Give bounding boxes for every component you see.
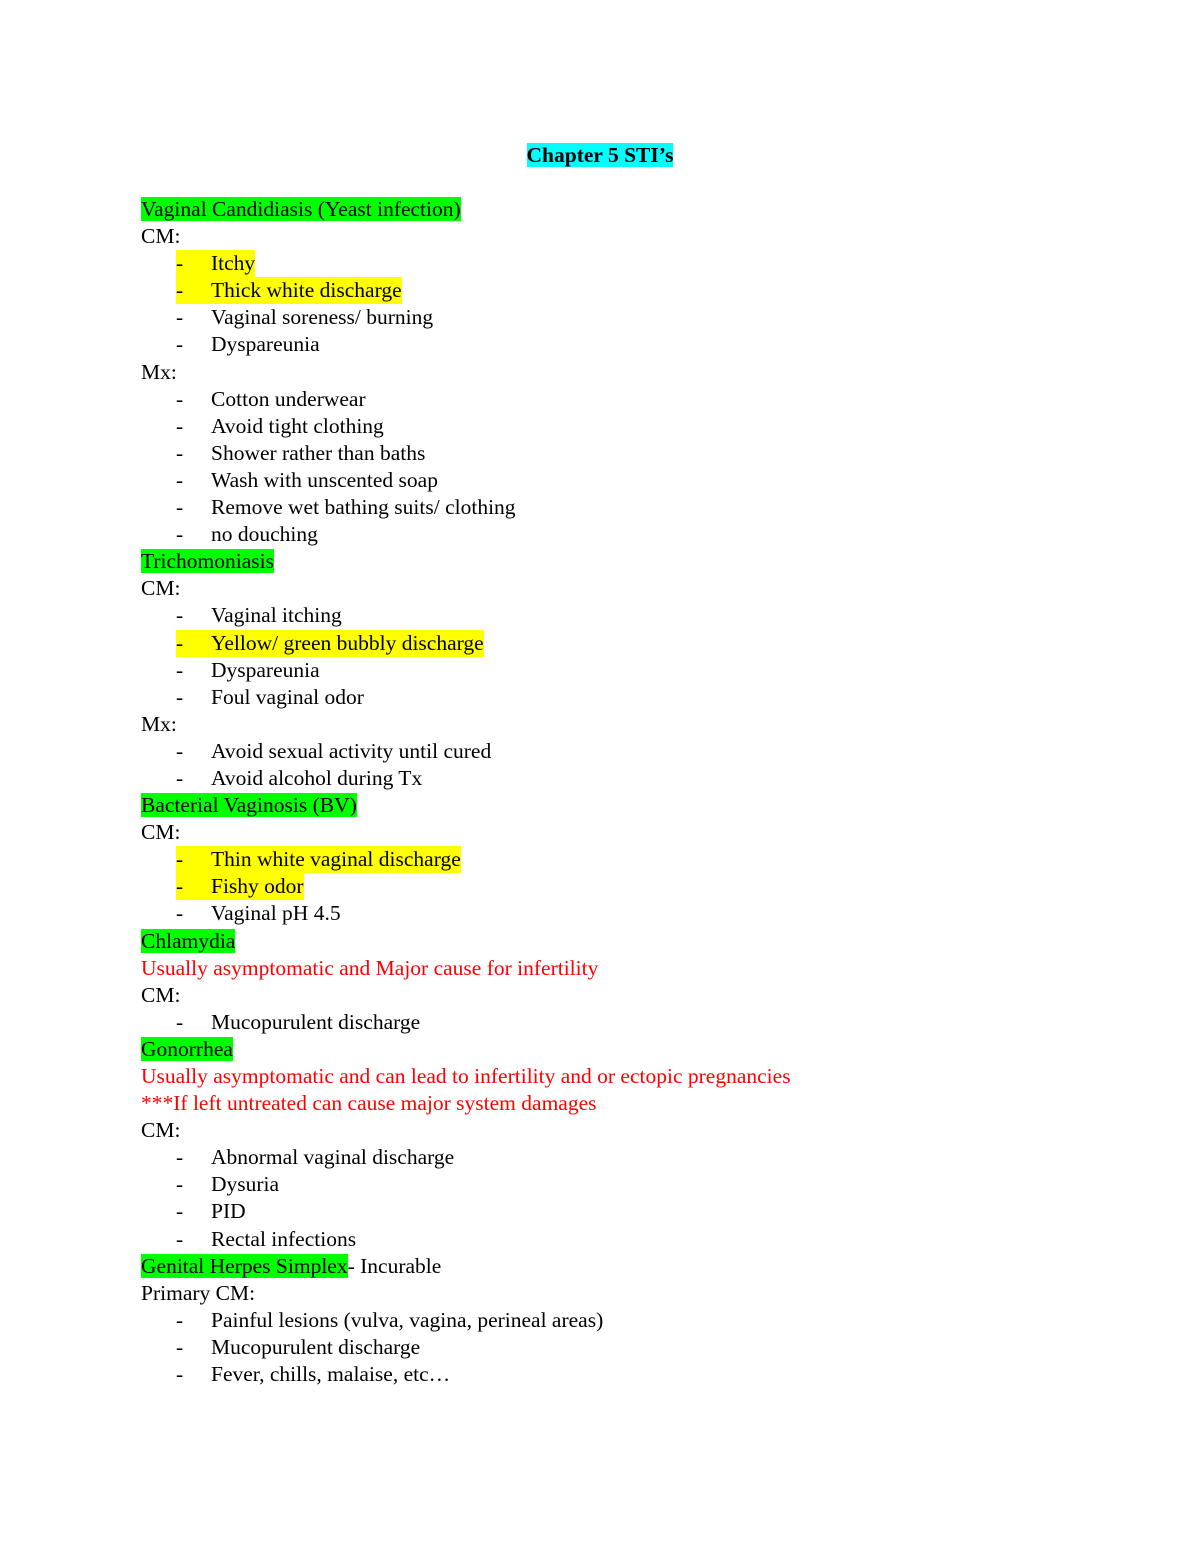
list-item-content <box>176 738 491 765</box>
section-note: Usually asymptomatic and can lead to infertility and or ectopic pregnancies <box>141 1064 791 1088</box>
list-item-text: Itchy <box>211 251 256 276</box>
bullet-dash: - <box>176 684 184 709</box>
list-item-text: Vaginal soreness/ burning <box>211 305 434 330</box>
list-item <box>141 494 1061 521</box>
list-item-content <box>176 1226 356 1253</box>
bullet-dash: - <box>176 603 184 628</box>
section-heading-row <box>141 792 1061 819</box>
list-item <box>141 250 1061 277</box>
bullet-dash: - <box>176 1009 184 1034</box>
list-item-text: Dyspareunia <box>211 332 320 357</box>
list-item <box>141 765 1061 792</box>
list-item-text: PID <box>211 1199 246 1224</box>
bullet-dash: - <box>176 305 184 330</box>
document-body <box>141 141 1061 1388</box>
list-item-text: Mucopurulent discharge <box>211 1009 421 1034</box>
group-label: CM: <box>141 576 181 601</box>
list-item-text: Cotton underwear <box>211 386 366 411</box>
list-item-content <box>176 1361 450 1388</box>
list-item-content <box>176 277 402 304</box>
list-item <box>141 1009 1061 1036</box>
list-item-content <box>176 440 425 467</box>
bullet-dash: - <box>176 522 184 547</box>
bullet-dash: - <box>176 1307 184 1332</box>
list-item <box>141 684 1061 711</box>
bullet-dash: - <box>176 874 184 899</box>
bullet-dash: - <box>176 495 184 520</box>
bullet-dash: - <box>176 1334 184 1359</box>
list-item <box>141 657 1061 684</box>
list-item-text: Remove wet bathing suits/ clothing <box>211 495 516 520</box>
list-item <box>141 846 1061 873</box>
list-item-text: Foul vaginal odor <box>211 684 364 709</box>
section-heading: Trichomoniasis <box>141 549 274 574</box>
list-item-text: Avoid sexual activity until cured <box>211 738 492 763</box>
list-item-text: Thin white vaginal discharge <box>211 847 461 872</box>
bullet-dash: - <box>176 738 184 763</box>
section-heading-row <box>141 1253 1061 1280</box>
list-item <box>141 1144 1061 1171</box>
list-item <box>141 386 1061 413</box>
list-item-content <box>176 386 366 413</box>
list-item-text: Rectal infections <box>211 1226 357 1251</box>
list-item-content <box>176 250 255 277</box>
list-item-text: Abnormal vaginal discharge <box>211 1145 455 1170</box>
section-note: ***If left untreated can cause major system damages <box>141 1091 597 1116</box>
list-item <box>141 1171 1061 1198</box>
list-item <box>141 1226 1061 1253</box>
group-label: Mx: <box>141 359 177 384</box>
list-item-content <box>176 1009 420 1036</box>
list-item-content <box>176 657 320 684</box>
list-item <box>141 900 1061 927</box>
list-item <box>141 440 1061 467</box>
group-label: CM: <box>141 982 181 1007</box>
list-item-content <box>176 765 422 792</box>
list-item <box>141 413 1061 440</box>
list-item-content <box>176 630 484 657</box>
section-heading: Genital Herpes Simplex <box>141 1253 348 1278</box>
list-item <box>141 304 1061 331</box>
bullet-dash: - <box>176 1362 184 1387</box>
blank-line <box>141 169 1061 196</box>
list-item-content <box>176 1334 420 1361</box>
list-item-text: Dyspareunia <box>211 657 320 682</box>
list-item <box>141 467 1061 494</box>
list-item <box>141 602 1061 629</box>
list-item-content <box>176 900 341 927</box>
section-heading-row <box>141 548 1061 575</box>
list-item-content <box>176 1171 279 1198</box>
list-item-text: Dysuria <box>211 1172 280 1197</box>
group-label: CM: <box>141 820 181 845</box>
page-title: Chapter 5 STI’s <box>526 143 674 167</box>
group-label: CM: <box>141 224 181 249</box>
bullet-dash: - <box>176 901 184 926</box>
section-heading: Vaginal Candidiasis (Yeast infection) <box>141 197 461 221</box>
list-item-content <box>176 846 461 873</box>
list-item-text: Wash with unscented soap <box>211 467 438 492</box>
list-item-text: Painful lesions (vulva, vagina, perineal areas) <box>211 1307 604 1332</box>
list-item-content <box>176 304 433 331</box>
bullet-dash: - <box>176 467 184 492</box>
list-item-text: Vaginal pH 4.5 <box>211 901 341 926</box>
list-item <box>141 1307 1061 1334</box>
list-item-text: Shower rather than baths <box>211 440 426 465</box>
section-heading-row <box>141 928 1061 955</box>
group-label: Primary CM: <box>141 1280 256 1305</box>
list-item-text: Avoid alcohol during Tx <box>211 765 423 790</box>
list-item-content <box>176 873 304 900</box>
list-item-content <box>176 331 320 358</box>
section-heading-row <box>141 196 1061 223</box>
list-item-text: no douching <box>211 522 318 547</box>
group-label: Mx: <box>141 711 177 736</box>
bullet-dash: - <box>176 413 184 438</box>
list-item <box>141 1334 1061 1361</box>
list-item-content <box>176 494 516 521</box>
list-item-content <box>176 602 342 629</box>
list-item-text: Fishy odor <box>211 874 304 899</box>
bullet-dash: - <box>176 1199 184 1224</box>
bullet-dash: - <box>176 1145 184 1170</box>
list-item-text: Thick white discharge <box>211 278 402 303</box>
list-item-text: Mucopurulent discharge <box>211 1334 421 1359</box>
list-item-content <box>176 1144 454 1171</box>
list-item-content <box>176 467 438 494</box>
bullet-dash: - <box>176 657 184 682</box>
title-row <box>0 141 1200 169</box>
list-item-text: Yellow/ green bubbly discharge <box>211 630 484 655</box>
bullet-dash: - <box>176 386 184 411</box>
list-item <box>141 521 1061 548</box>
list-item-content <box>176 413 384 440</box>
section-note: Usually asymptomatic and Major cause for infertility <box>141 955 599 980</box>
sections-container <box>141 196 1061 1388</box>
section-heading-suffix: - Incurable <box>347 1253 442 1278</box>
list-item-content <box>176 1198 246 1225</box>
list-item-content <box>176 1307 603 1334</box>
list-item-content <box>176 521 318 548</box>
bullet-dash: - <box>176 278 184 303</box>
bullet-dash: - <box>176 440 184 465</box>
list-item-content <box>176 684 364 711</box>
list-item-text: Vaginal itching <box>211 603 342 628</box>
bullet-dash: - <box>176 332 184 357</box>
list-item <box>141 277 1061 304</box>
bullet-dash: - <box>176 765 184 790</box>
group-label: CM: <box>141 1118 181 1143</box>
list-item-text: Avoid tight clothing <box>211 413 384 438</box>
list-item <box>141 1198 1061 1225</box>
bullet-dash: - <box>176 251 184 276</box>
section-heading-row <box>141 1036 1061 1063</box>
section-heading: Gonorrhea <box>141 1036 233 1061</box>
list-item <box>141 630 1061 657</box>
list-item <box>141 873 1061 900</box>
list-item <box>141 331 1061 358</box>
bullet-dash: - <box>176 847 184 872</box>
list-item <box>141 1361 1061 1388</box>
bullet-dash: - <box>176 630 184 655</box>
section-heading: Chlamydia <box>141 928 236 953</box>
list-item <box>141 738 1061 765</box>
section-heading: Bacterial Vaginosis (BV) <box>141 793 357 818</box>
list-item-text: Fever, chills, malaise, etc… <box>211 1362 451 1387</box>
bullet-dash: - <box>176 1172 184 1197</box>
bullet-dash: - <box>176 1226 184 1251</box>
